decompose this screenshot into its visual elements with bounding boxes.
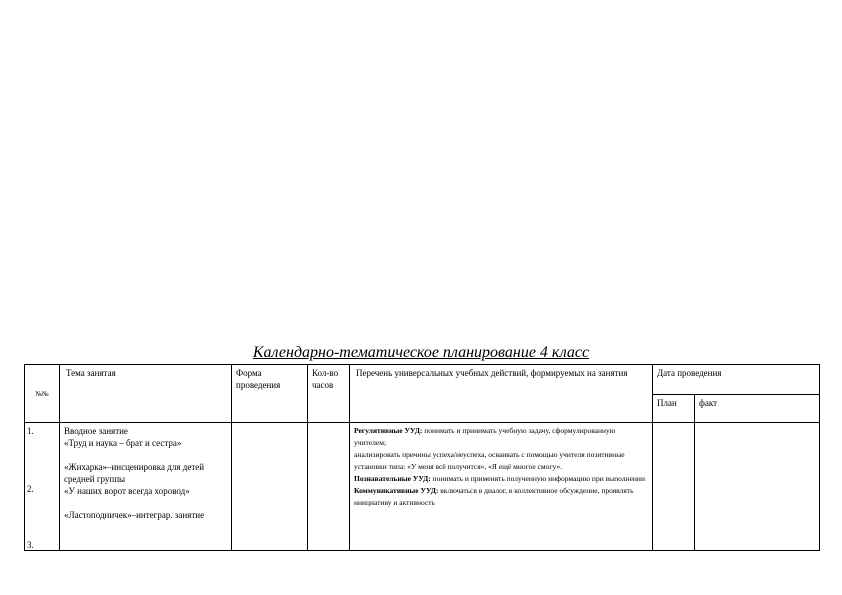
row-number-1: 1.: [27, 426, 34, 436]
uud-communicative: [354, 485, 648, 509]
hours-cell: [308, 423, 350, 551]
topics-cell: [60, 423, 232, 551]
uud-communicative-text: включаться в диалог, в коллективное обсуждение, проявлять инициативу и активность: [354, 486, 634, 507]
col-header-fact: факт: [695, 395, 820, 423]
fact-cell: [695, 423, 820, 551]
col-header-form: Форма проведения: [232, 365, 308, 423]
col-header-date: Дата проведения: [653, 365, 820, 395]
col-header-number: №№: [25, 365, 60, 423]
col-header-hours: Кол-во часов: [308, 365, 350, 423]
uud-regulative: [354, 425, 648, 449]
topic-3a: «Ластоподничек»–интеграр. занятие: [64, 510, 205, 520]
uud-regulative-label: Регулятивные УУД:: [354, 426, 423, 435]
uud-regulative-text-2: анализировать причины успеха/неуспеха, осваивать с помощью учителя позитивные установки типа: «У меня всё получится», «Я ещё многое смогу».: [354, 450, 625, 471]
topic-2b: «У наших ворот всегда хоровод»: [64, 486, 190, 496]
col-header-uud: Перечень универсальных учебных действий, формируемых на занятия: [350, 365, 653, 423]
topic-1b: «Труд и наука – брат и сестра»: [64, 438, 182, 448]
topic-2a: «Жихарка»–инсценировка для детей средней группы: [64, 462, 205, 484]
uud-cognitive-label: Познавательные УУД:: [354, 474, 431, 483]
col-header-topic: Тема занятая: [60, 365, 232, 423]
col-header-plan: План: [653, 395, 695, 423]
plan-table: [24, 364, 820, 551]
topic-1a: Вводное занятие: [64, 426, 128, 436]
row-number-3: 3.: [27, 540, 34, 550]
uud-cognitive-text: понимать и применять полученную информацию при выполнении: [430, 474, 645, 483]
uud-communicative-label: Коммуникативные УУД:: [354, 486, 439, 495]
plan-cell: [653, 423, 695, 551]
form-cell: [232, 423, 308, 551]
row-number-2: 2.: [27, 484, 34, 494]
uud-regulative-text: понимать и принимать учебную задачу, сформулированную учителем;: [354, 426, 616, 447]
uud-cell: [350, 423, 653, 551]
uud-cognitive: [354, 473, 648, 485]
page-title: Календарно-тематическое планирование 4 класс: [252, 344, 590, 361]
row-numbers: [25, 423, 60, 551]
